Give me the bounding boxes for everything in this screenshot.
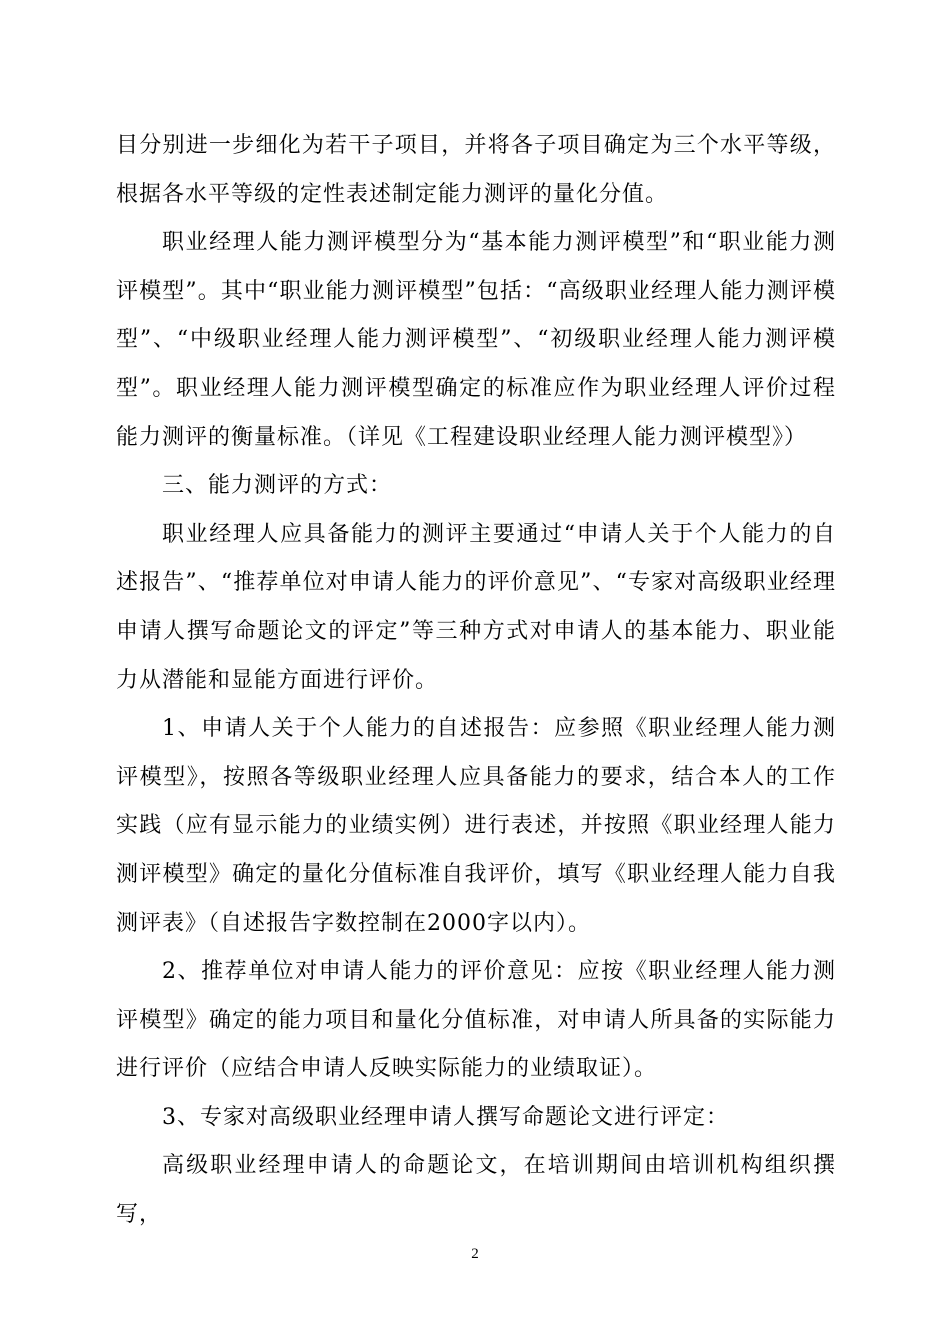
section-heading-evaluation-methods: 三、能力测评的方式： xyxy=(162,473,393,499)
paragraph-continuation: 目分别进一步细化为若干子项目，并将各子项目确定为三个水平等级，根据各水平等级的定性表述制定能力测评的量化分值。 xyxy=(116,133,836,207)
paragraph-expert-evaluation: 3、专家对高级职业经理申请人撰写命题论文进行评定： xyxy=(162,1104,729,1130)
paragraph-evaluation-overview: 职业经理人应具备能力的测评主要通过“申请人关于个人能力的自述报告”、“推荐单位对申请人能力的评价意见”、“专家对高级职业经理申请人撰写命题论文的评定”等三种方式对申请人的基本能力、职业能力从潜能和显能方面进行评价。 xyxy=(116,521,836,693)
paragraph-recommendation-opinion: 2、推荐单位对申请人能力的评价意见：应按《职业经理人能力测评模型》确定的能力项目和量化分值标准，对申请人所具备的实际能力进行评价（应结合申请人反映实际能力的业绩取证）。 xyxy=(116,959,836,1082)
paragraph-self-report: 1、申请人关于个人能力的自述报告：应参照《职业经理人能力测评模型》，按照各等级职业经理人应具备能力的要求，结合本人的工作实践（应有显示能力的业绩实例）进行表述，并按照《职业经理人能力测评模型》确定的量化分值标准自我评价，填写《职业经理人能力自我测评表》（自述报告字数控制在2000字以内）。 xyxy=(116,716,836,936)
page-number: 2 xyxy=(471,1246,479,1262)
document-body xyxy=(116,122,836,1240)
paragraph-senior-thesis: 高级职业经理申请人的命题论文，在培训期间由培训机构组织撰写， xyxy=(116,1153,836,1228)
paragraph-model-description: 职业经理人能力测评模型分为“基本能力测评模型”和“职业能力测评模型”。其中“职业能力测评模型”包括：“高级职业经理人能力测评模型”、“中级职业经理人能力测评模型”、“初级职业经理人能力测评模型”。职业经理人能力测评模型确定的标准应作为职业经理人评价过程能力测评的衡量标准。（详见《工程建设职业经理人能力测评模型》） xyxy=(116,230,836,450)
